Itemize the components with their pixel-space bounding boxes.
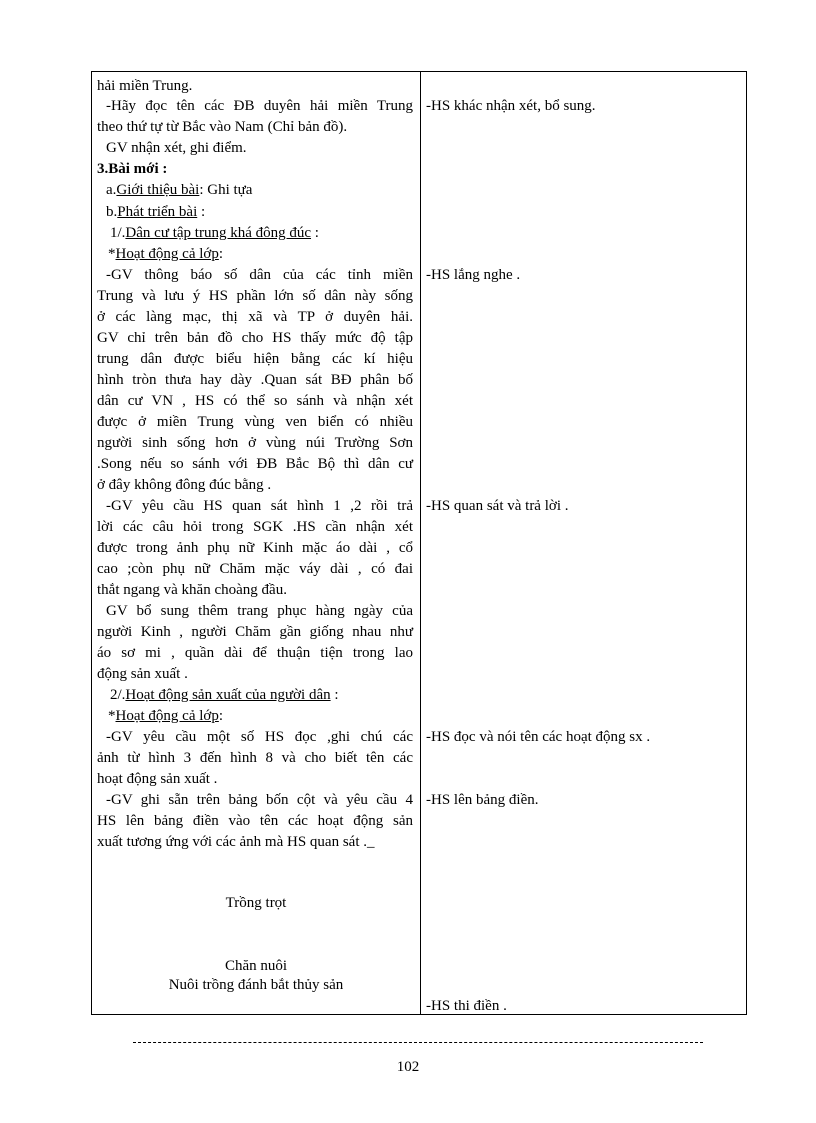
left-line: Trung và lưu ý HS phần lớn số dân này sống xyxy=(97,288,413,304)
left-line: trung dân được biểu hiện bằng các kí hiệu xyxy=(97,351,413,367)
footer-divider xyxy=(133,1042,703,1043)
left-line: theo thứ tự từ Bắc vào Nam (Chỉ bản đồ). xyxy=(97,119,348,135)
left-line: GV bổ sung thêm trang phục hàng ngày của xyxy=(106,603,413,619)
left-line: người Kinh , người Chăm gần giống nhau như xyxy=(97,624,413,640)
left-line: -Hãy đọc tên các ĐB duyên hải miền Trung xyxy=(106,98,413,114)
column-divider xyxy=(420,72,421,1014)
left-line: áo sơ mi , quần dài để thuận tiện trong lao xyxy=(97,645,413,661)
left-line: ảnh từ hình 3 đến hình 8 và cho biết tên các xyxy=(97,750,413,766)
left-line: cao ;còn phụ nữ Chăm mặc váy dài , có đai xyxy=(97,561,413,577)
right-line: -HS lên bảng điền. xyxy=(426,792,539,808)
left-line: 1/.Dân cư tập trung khá đông đúc : xyxy=(110,225,319,241)
activity-fishery: Nuôi trồng đánh bắt thủy sản xyxy=(168,977,344,993)
left-line: được ở miền Trung vùng ven biển có nhiều xyxy=(97,414,413,430)
left-line: -GV yêu cầu HS quan sát hình 1 ,2 rồi trả xyxy=(106,498,413,514)
left-line: người sinh sống hơn ở vùng núi Trường Sơn xyxy=(97,435,413,451)
left-line: ở các làng mạc, thị xã và TP ở duyên hải. xyxy=(97,309,413,325)
section-heading: 3.Bài mới : xyxy=(97,161,168,177)
left-line: được trong ảnh phụ nữ Kinh mặc áo dài , cổ xyxy=(97,540,413,556)
left-line: .Song nếu so sánh với ĐB Bắc Bộ thì dân cư xyxy=(97,456,413,472)
right-line: -HS quan sát và trả lời . xyxy=(426,498,569,514)
right-line: -HS khác nhận xét, bổ sung. xyxy=(426,98,596,114)
left-line: *Hoạt động cả lớp: xyxy=(108,708,223,724)
left-line: -GV ghi sẵn trên bảng bốn cột và yêu cầu 4 xyxy=(106,792,413,808)
left-line: hải miền Trung. xyxy=(97,78,193,94)
left-line: HS lên bảng điền vào tên các hoạt động sản xyxy=(97,813,413,829)
left-line: *Hoạt động cả lớp: xyxy=(108,246,223,262)
left-line: động sản xuất . xyxy=(97,666,188,682)
activity-crop: Trồng trọt xyxy=(225,895,287,911)
right-line: -HS thi điền . xyxy=(426,998,507,1014)
left-line: thắt ngang và khăn choàng đầu. xyxy=(97,582,287,598)
left-line: hình tròn thưa hay dày .Quan sát BĐ phân bố xyxy=(97,372,413,388)
left-line: GV nhận xét, ghi điểm. xyxy=(106,140,247,156)
left-line: ở đây không đông đúc bằng . xyxy=(97,477,272,493)
left-line: hoạt động sản xuất . xyxy=(97,771,218,787)
left-line: 2/.Hoạt động sản xuất của người dân : xyxy=(110,687,339,703)
left-line: lời các câu hỏi trong SGK .HS cần nhận xét xyxy=(97,519,413,535)
left-line: b.Phát triển bài : xyxy=(106,204,206,220)
lesson-table xyxy=(91,71,747,1015)
activity-livestock: Chăn nuôi xyxy=(224,958,288,974)
left-line: -GV thông báo số dân của các tỉnh miền xyxy=(106,267,413,283)
left-line: -GV yêu cầu một số HS đọc ,ghi chú các xyxy=(106,729,413,745)
page-number: 102 xyxy=(396,1059,420,1075)
left-line: xuất tương ứng với các ảnh mà HS quan sát ._ xyxy=(97,834,375,850)
left-line: a.Giới thiệu bài: Ghi tựa xyxy=(106,182,253,198)
left-line: dân cư VN , HS có thể so sánh và nhận xét xyxy=(97,393,413,409)
left-line: GV chỉ trên bản đồ cho HS thấy mức độ tập xyxy=(97,330,413,346)
right-line: -HS lắng nghe . xyxy=(426,267,521,283)
right-line: -HS đọc và nói tên các hoạt động sx . xyxy=(426,729,651,745)
